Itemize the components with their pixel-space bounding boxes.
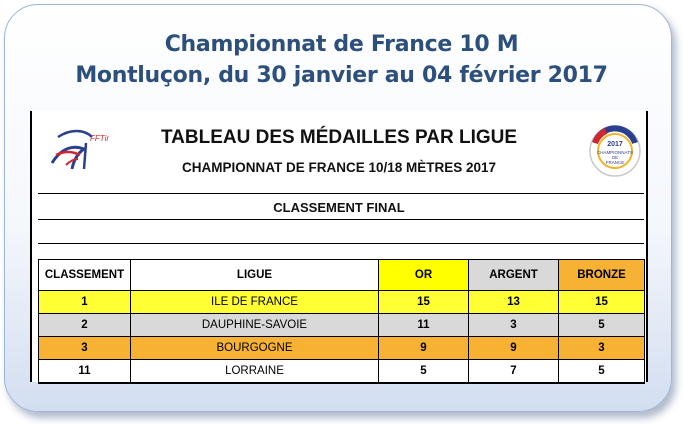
cell-league: ILE DE FRANCE <box>131 291 379 314</box>
headline-subtitle: Montluçon, du 30 janvier au 04 février 2017 <box>75 63 608 88</box>
medal-table-document <box>30 111 648 382</box>
table-row <box>39 314 645 337</box>
cell-silver: 3 <box>469 314 559 337</box>
headline-title: Championnat de France 10 M <box>164 32 519 57</box>
table-row <box>39 291 645 314</box>
document-title: TABLEAU DES MÉDAILLES PAR LIGUE <box>160 127 518 148</box>
championship-logo-year: 2017 <box>607 141 623 148</box>
table-header-row <box>39 260 645 291</box>
fftir-logo-text: FFTir <box>90 134 110 143</box>
cell-gold: 11 <box>379 314 469 337</box>
cell-bronze: 3 <box>559 337 645 360</box>
cell-league: LORRAINE <box>131 360 379 384</box>
championship-logo-line1: CHAMPIONNATS <box>597 150 633 155</box>
cell-bronze: 5 <box>559 314 645 337</box>
cell-league: DAUPHINE-SAVOIE <box>131 314 379 337</box>
cell-silver: 13 <box>469 291 559 314</box>
cell-gold: 9 <box>379 337 469 360</box>
divider <box>38 243 644 244</box>
cell-silver: 9 <box>469 337 559 360</box>
cell-rank: 3 <box>39 337 131 360</box>
document-subtitle: CHAMPIONNAT DE FRANCE 10/18 MÈTRES 2017 <box>181 160 497 175</box>
header-bronze: BRONZE <box>559 260 645 291</box>
divider <box>38 193 644 194</box>
cell-league: BOURGOGNE <box>131 337 379 360</box>
table-row <box>39 337 645 360</box>
header-rank: CLASSEMENT <box>39 260 131 291</box>
cell-bronze: 15 <box>559 291 645 314</box>
cell-silver: 7 <box>469 360 559 384</box>
cell-gold: 5 <box>379 360 469 384</box>
header-silver: ARGENT <box>469 260 559 291</box>
header-gold: OR <box>379 260 469 291</box>
championship-logo-line3: FRANCE <box>605 160 625 165</box>
section-heading: CLASSEMENT FINAL <box>273 200 405 215</box>
cell-rank: 2 <box>39 314 131 337</box>
divider <box>38 219 644 220</box>
cell-bronze: 5 <box>559 360 645 384</box>
cell-rank: 11 <box>39 360 131 384</box>
table-row <box>39 360 645 384</box>
cell-rank: 1 <box>39 291 131 314</box>
cell-gold: 15 <box>379 291 469 314</box>
header-league: LIGUE <box>131 260 379 291</box>
championship-logo-line2: DE <box>611 155 619 160</box>
medal-table <box>38 259 645 384</box>
